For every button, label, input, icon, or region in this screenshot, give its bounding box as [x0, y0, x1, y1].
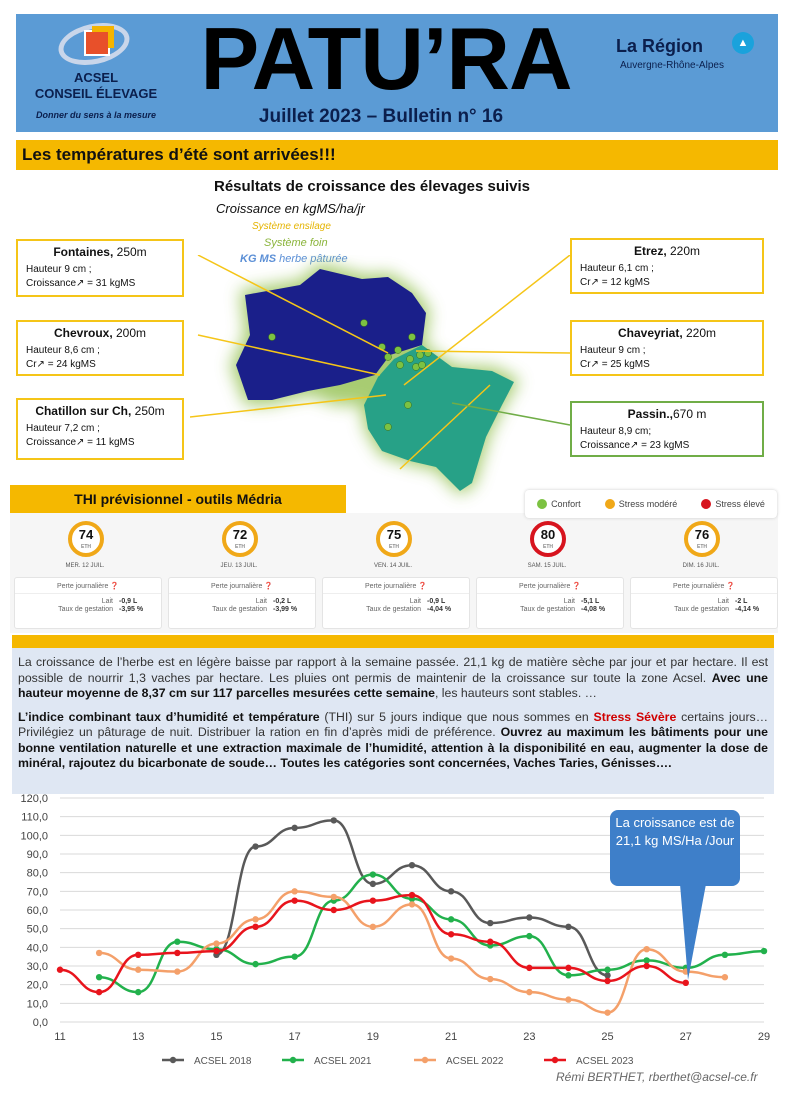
data-point — [565, 996, 571, 1002]
data-point — [252, 961, 258, 967]
thi-gauge — [530, 521, 566, 557]
data-point — [370, 881, 376, 887]
thi-value: 80 — [540, 527, 556, 542]
data-point — [565, 924, 571, 930]
commentary — [12, 648, 774, 794]
legend-marker — [552, 1057, 558, 1063]
x-tick-label: 11 — [54, 1031, 66, 1043]
region-name: La Région — [616, 36, 704, 56]
thi-gauge — [68, 521, 104, 557]
data-point — [331, 907, 337, 913]
data-point — [291, 953, 297, 959]
milk-loss-row: Lait -0,2 L — [255, 598, 292, 605]
data-point — [565, 972, 571, 978]
data-point — [252, 916, 258, 922]
legend-label: ACSEL 2018 — [194, 1056, 252, 1067]
growth-callout: La croissance est de 21,1 kg MS/Ha /Jour — [610, 810, 740, 886]
gestation-loss-row: Taux de gestation -3,99 % — [212, 606, 298, 613]
x-tick-label: 15 — [210, 1031, 223, 1043]
loss-heading: Perte journalière ❓ — [323, 578, 469, 594]
thi-date: DIM. 16 JUIL. — [682, 563, 720, 569]
farm-card-chatillon: Chatillon sur Ch, 250m Hauteur 7,2 cm ; Croissance↗ = 11 kgMS — [16, 398, 184, 460]
x-tick-label: 23 — [523, 1031, 536, 1043]
thi-unit: ETH — [543, 544, 553, 550]
y-tick-label: 90,0 — [26, 849, 48, 861]
legend-label: ACSEL 2023 — [576, 1056, 634, 1067]
thi-gauge — [222, 521, 258, 557]
thi-loss-card — [168, 577, 316, 629]
legend-kgms: KG MS herbe pâturée — [240, 253, 348, 265]
thi-day-0 — [10, 513, 160, 633]
x-tick-label: 27 — [679, 1031, 692, 1043]
thi-date: SAM. 15 JUIL. — [527, 563, 567, 569]
legend-foin: Système foin — [264, 237, 328, 249]
thi-value: 72 — [232, 527, 248, 542]
data-point — [526, 933, 532, 939]
y-tick-label: 110,0 — [21, 811, 48, 824]
thi-unit: ETH — [235, 544, 245, 550]
farm-card-chaveyriat: Chaveyriat, 220m Hauteur 9 cm ; Cr↗ = 25 kgMS — [570, 320, 764, 376]
data-point — [526, 914, 532, 920]
thi-loss-card — [14, 577, 162, 629]
data-point — [291, 897, 297, 903]
y-tick-label: 40,0 — [26, 942, 48, 955]
x-tick-label: 29 — [757, 1031, 771, 1043]
gestation-loss-row: Taux de gestation -4,14 % — [674, 606, 760, 613]
legend-marker — [170, 1057, 176, 1063]
thi-legend-moderate: Stress modéré — [605, 499, 678, 510]
gestation-loss-row: Taux de gestation -4,08 % — [520, 606, 606, 613]
region-mountain-icon: ▲ — [732, 32, 754, 54]
data-point — [409, 862, 415, 868]
y-tick-label: 100,0 — [20, 830, 48, 843]
thi-loss-card — [630, 577, 778, 629]
farm-card-etrez: Etrez, 220m Hauteur 6,1 cm ; Cr↗ = 12 kgMS — [570, 238, 764, 294]
data-point — [57, 967, 63, 973]
x-tick-label: 21 — [444, 1031, 458, 1043]
data-point — [487, 976, 493, 982]
data-point — [448, 916, 454, 922]
headline: Les températures d’été sont arrivées!!! — [16, 140, 778, 170]
loss-heading: Perte journalière ❓ — [631, 578, 777, 594]
y-tick-label: 30,0 — [26, 961, 48, 973]
department-map — [190, 255, 610, 515]
thi-value: 76 — [694, 527, 710, 542]
author-credit: Rémi BERTHET, rberthet@acsel-ce.fr — [556, 1070, 758, 1084]
moderate-dot-icon — [605, 499, 615, 509]
thi-legend-high: Stress élevé — [701, 499, 765, 510]
data-point — [643, 963, 649, 969]
data-point — [604, 1009, 610, 1015]
data-point — [96, 989, 102, 995]
bulletin-subtitle: Juillet 2023 – Bulletin n° 16 — [258, 106, 504, 127]
data-point — [135, 952, 141, 958]
thi-day-1 — [164, 513, 314, 633]
data-point — [213, 940, 219, 946]
milk-loss-row: Lait -2 L — [717, 598, 748, 605]
data-point — [252, 843, 258, 849]
thi-date: MER. 12 JUIL. — [65, 563, 105, 569]
data-point — [96, 974, 102, 980]
milk-loss-row: Lait -5,1 L — [563, 598, 600, 605]
x-tick-label: 17 — [288, 1031, 301, 1043]
data-point — [604, 967, 610, 973]
thi-day-4 — [626, 513, 776, 633]
data-point — [761, 948, 767, 954]
thi-unit: ETH — [697, 544, 707, 550]
y-tick-label: 70,0 — [26, 886, 48, 899]
farm-card-chevroux: Chevroux, 200m Hauteur 8,6 cm ; Cr↗ = 24 kgMS — [16, 320, 184, 376]
thi-day-3 — [472, 513, 622, 633]
region-subname: Auvergne-Rhône-Alpes — [620, 60, 724, 71]
legend-label: ACSEL 2022 — [446, 1056, 504, 1067]
y-tick-label: 0,0 — [32, 1017, 48, 1029]
data-point — [96, 950, 102, 956]
data-point — [174, 950, 180, 956]
loss-heading: Perte journalière ❓ — [15, 578, 161, 594]
data-point — [291, 888, 297, 894]
thi-unit: ETH — [81, 544, 91, 550]
thi-loss-card — [322, 577, 470, 629]
milk-loss-row: Lait -0,9 L — [101, 598, 138, 605]
x-tick-label: 25 — [601, 1031, 614, 1043]
data-point — [526, 989, 532, 995]
thi-date: JEU. 13 JUIL. — [220, 563, 258, 569]
data-point — [409, 901, 415, 907]
data-point — [487, 939, 493, 945]
data-point — [331, 817, 337, 823]
thi-days — [10, 513, 778, 633]
separator-bar — [12, 635, 774, 648]
data-point — [331, 894, 337, 900]
data-point — [526, 965, 532, 971]
commentary-paragraph-2: L’indice combinant taux d’humidité et température (THI) sur 5 jours indique que nous sommes en Stress Sévère certains jours… Privilégiez un pâturage de nuit. Distribuer la ration en fin d’après midi de préférence. Ouvrez au maximum les bâtiments pour une bonne ventilation naturelle et une extraction maximale de l’humidité, attention à la disponibilité en eau, augmenter la dose de minéral, rajoutez du bicarbonate de soude… Toutes les catégories sont concernées, Vaches Taries, Génisses…. — [18, 709, 768, 770]
data-point — [370, 871, 376, 877]
data-point — [174, 968, 180, 974]
y-tick-label: 60,0 — [26, 905, 48, 917]
thi-title: THI prévisionnel - outils Médria — [10, 485, 346, 513]
thi-legend-comfort: Confort — [537, 499, 581, 510]
data-point — [448, 955, 454, 961]
thi-day-2 — [318, 513, 468, 633]
data-point — [448, 888, 454, 894]
data-point — [643, 946, 649, 952]
y-tick-label: 50,0 — [26, 923, 48, 936]
thi-date: VEN. 14 JUIL. — [373, 563, 412, 569]
gestation-loss-row: Taux de gestation -3,95 % — [58, 606, 144, 613]
y-tick-label: 20,0 — [26, 979, 48, 992]
loss-heading: Perte journalière ❓ — [169, 578, 315, 594]
y-tick-label: 80,0 — [26, 867, 48, 880]
bulletin-title: PATU’RA — [200, 9, 572, 108]
thi-gauge — [684, 521, 720, 557]
thi-unit: ETH — [389, 544, 399, 550]
data-point — [370, 897, 376, 903]
loss-heading: Perte journalière ❓ — [477, 578, 623, 594]
milk-loss-row: Lait -0,9 L — [409, 598, 446, 605]
legend-label: ACSEL 2021 — [314, 1056, 372, 1067]
commentary-paragraph-1: La croissance de l’herbe est en légère baisse par rapport à la semaine passée. 21,1 kg de matière sèche par jour et par hectare. Il est possible de nourrir 1,3 vaches par hectare. Les pluies ont permis de maintenir de la croissance sur toute la zone Acsel. Avec une hauteur moyenne de 8,37 cm sur 117 parcelles mesurées cette semaine, les hauteurs sont stables. … — [18, 655, 768, 700]
org-tagline: Donner du sens à la mesure — [35, 110, 157, 120]
callout-pointer-icon — [660, 884, 720, 984]
data-point — [643, 957, 649, 963]
growth-unit: Croissance en kgMS/ha/jr — [216, 201, 365, 216]
acsel-logo — [16, 14, 186, 132]
data-point — [135, 989, 141, 995]
y-tick-label: 10,0 — [26, 998, 48, 1011]
thi-loss-card — [476, 577, 624, 629]
comfort-dot-icon — [537, 499, 547, 509]
thi-value: 74 — [78, 527, 94, 542]
thi-gauge — [376, 521, 412, 557]
data-point — [604, 972, 610, 978]
x-tick-label: 19 — [366, 1031, 380, 1043]
data-point — [565, 965, 571, 971]
data-point — [487, 920, 493, 926]
data-point — [370, 924, 376, 930]
thi-value: 75 — [386, 527, 402, 542]
x-tick-label: 13 — [132, 1031, 145, 1043]
legend-ensilage: Système ensilage — [252, 221, 331, 232]
data-point — [409, 892, 415, 898]
data-point — [604, 978, 610, 984]
growth-title: Résultats de croissance des élevages suivis — [214, 178, 531, 195]
farm-card-passin: Passin.,670 m Hauteur 8,9 cm; Croissance↗ = 23 kgMS — [570, 401, 764, 457]
data-point — [291, 825, 297, 831]
header-band — [16, 9, 778, 132]
data-point — [722, 974, 728, 980]
y-tick-label: 120,0 — [20, 793, 48, 805]
data-point — [174, 939, 180, 945]
org-name: ACSEL CONSEIL ÉLEVAGE — [34, 70, 158, 101]
gestation-loss-row: Taux de gestation -4,04 % — [366, 606, 452, 613]
data-point — [722, 952, 728, 958]
legend-marker — [290, 1057, 296, 1063]
high-dot-icon — [701, 499, 711, 509]
data-point — [252, 924, 258, 930]
farm-card-fontaines: Fontaines, 250m Hauteur 9 cm ; Croissance↗ = 31 kgMS — [16, 239, 184, 297]
legend-marker — [422, 1057, 428, 1063]
data-point — [135, 967, 141, 973]
data-point — [213, 948, 219, 954]
data-point — [448, 931, 454, 937]
logo-cube-icon — [86, 32, 108, 54]
